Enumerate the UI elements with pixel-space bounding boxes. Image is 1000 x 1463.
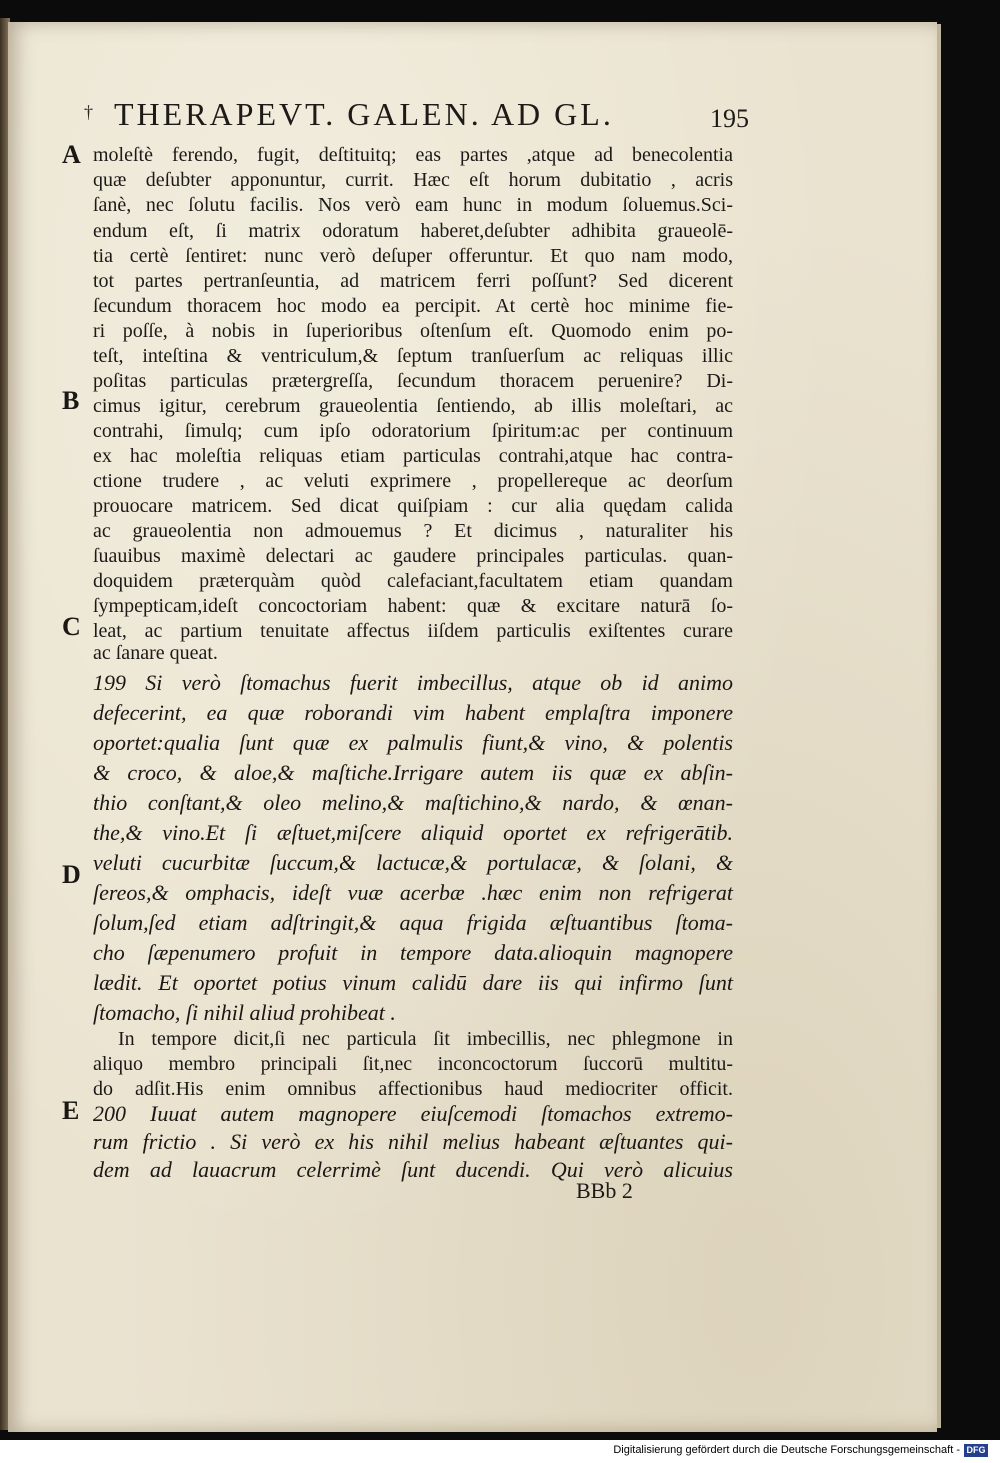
funding-credit: Digitalisierung gefördert durch die Deutsche Forschungsgemeinschaft -: [613, 1444, 960, 1456]
page-number: 195: [710, 104, 749, 133]
text-line: ſympepticam,ideſt concoctoriam habent: quæ & excitare naturā ſo-: [93, 595, 733, 617]
text-line: moleſtè ferendo, fugit, deſtituitq; eas partes ,atque ad benecolentia: [93, 144, 733, 166]
text-line: ac ſanare queat.: [93, 642, 218, 664]
italic-line: cho ſæpenumero profuit in tempore data.alioquin magnopere: [93, 940, 733, 965]
text-line: aliquo membro principali ſit,nec inconcoctorum ſuccorū multitu-: [93, 1053, 733, 1075]
text-line: endum eſt, ſi matrix odoratum haberet,deſubter adhibita graueolē-: [93, 220, 733, 242]
dfg-logo-icon: DFG: [964, 1444, 988, 1457]
text-line: contrahi, ſimulq; cum ipſo odoratorium ſpiritum:ac per continuum: [93, 420, 733, 442]
running-title: THERAPEVT. GALEN. AD GL.: [114, 96, 614, 132]
running-header: [80, 96, 780, 138]
margin-letter-e: E: [62, 1096, 80, 1125]
italic-line: ſolum,ſed etiam adſtringit,& aqua frigida æſtuantibus ſtoma-: [93, 910, 733, 935]
text-line: tia certè ſentiret: nunc verò deſuper offeruntur. Et quo nam modo,: [93, 245, 733, 267]
text-line: ſuauibus maximè delectari ac gaudere principales particulas. quan-: [93, 545, 733, 567]
italic-line: 199 Si verò ſtomachus fuerit imbecillus, atque ob id animo: [93, 670, 733, 695]
text-line: doquidem præterquàm quòd calefaciant,facultatem etiam quandam: [93, 570, 733, 592]
text-line: quæ deſubter apponuntur, currit. Hæc eſt horum dubitatio , acris: [93, 169, 733, 191]
text-line: In tempore dicit,ſi nec particula ſit imbecillis, nec phlegmone in: [118, 1028, 733, 1050]
italic-line: ſtomacho, ſi nihil aliud prohibeat .: [93, 1000, 396, 1025]
margin-letter-c: C: [62, 612, 81, 641]
text-line: ſanè, nec ſolutu facilis. Nos verò eam hunc in modum ſoluemus.Sci-: [93, 194, 733, 216]
italic-line: dem ad lauacrum celerrimè ſunt ducendi. Qui verò alicuius: [93, 1157, 733, 1182]
text-line: ctione trudere , ac veluti exprimere , propellereque ac deorſum: [93, 470, 733, 492]
text-line: poſitas particulas prætergreſſa, ſecundum thoracem peruenire? Di-: [93, 370, 733, 392]
italic-line: the,& vino.Et ſi æſtuet,miſcere aliquid oportet ex refrigerātib.: [93, 820, 733, 845]
italic-line: lædit. Et oportet potius vinum calidū dare iis qui infirmo ſunt: [93, 970, 733, 995]
italic-line: oportet:qualia ſunt quæ ex palmulis fiunt,& vino, & polentis: [93, 730, 733, 755]
signature-mark: BBb 2: [576, 1178, 633, 1203]
text-line: ſecundum thoracem hoc modo ea percipit. At certè hoc minime fie-: [93, 295, 733, 317]
italic-line: defecerint, ea quæ roborandi vim habent emplaſtra imponere: [93, 700, 733, 725]
italic-line: & croco, & aloe,& maſtiche.Irrigare autem iis quæ ex abſin-: [93, 760, 733, 785]
italic-line: 200 Iuuat autem magnopere eiuſcemodi ſtomachos extremo-: [93, 1101, 733, 1126]
text-line: ac graueolentia non admouemus ? Et dicimus , naturaliter his: [93, 520, 733, 542]
page-edge: [937, 24, 941, 1428]
text-line: ex hac moleſtia reliquas etiam particulas contrahi,atque hac contra-: [93, 445, 733, 467]
italic-line: rum frictio . Si verò ex his nihil melius habeant æſtuantes qui-: [93, 1129, 733, 1154]
dagger-mark: †: [84, 102, 93, 122]
text-line: ri poſſe, à nobis in ſuperioribus oſtenſum eſt. Quomodo enim po-: [93, 320, 733, 342]
text-line: prouocare matricem. Sed dicat quiſpiam : cur alia quędam calida: [93, 495, 733, 517]
margin-letter-a: A: [62, 140, 81, 169]
text-line: do adſit.His enim omnibus affectionibus haud mediocriter officit.: [93, 1078, 733, 1100]
italic-line: thio conſtant,& oleo melino,& maſtichino,& nardo, & œnan-: [93, 790, 733, 815]
italic-line: ſereos,& omphacis, ideſt vuæ acerbæ .hæc enim non refrigerat: [93, 880, 733, 905]
text-line: cimus igitur, cerebrum graueolentia ſentiendo, ab illis moleſtari, ac: [93, 395, 733, 417]
italic-line: veluti cucurbitæ ſuccum,& lactucæ,& portulacæ, & ſolani, &: [93, 850, 733, 875]
margin-letter-d: D: [62, 860, 81, 889]
text-line: tot partes pertranſeuntia, ad matricem ferri poſſunt? Sed dicerent: [93, 270, 733, 292]
footer-bar: [0, 1440, 1000, 1463]
text-line: teſt, inteſtina & ventriculum,& ſeptum tranſuerſum ac reliquas illic: [93, 345, 733, 367]
margin-letter-b: B: [62, 386, 80, 415]
text-line: leat, ac partium tenuitate affectus iiſdem particulis exiſtentes curare: [93, 620, 733, 642]
